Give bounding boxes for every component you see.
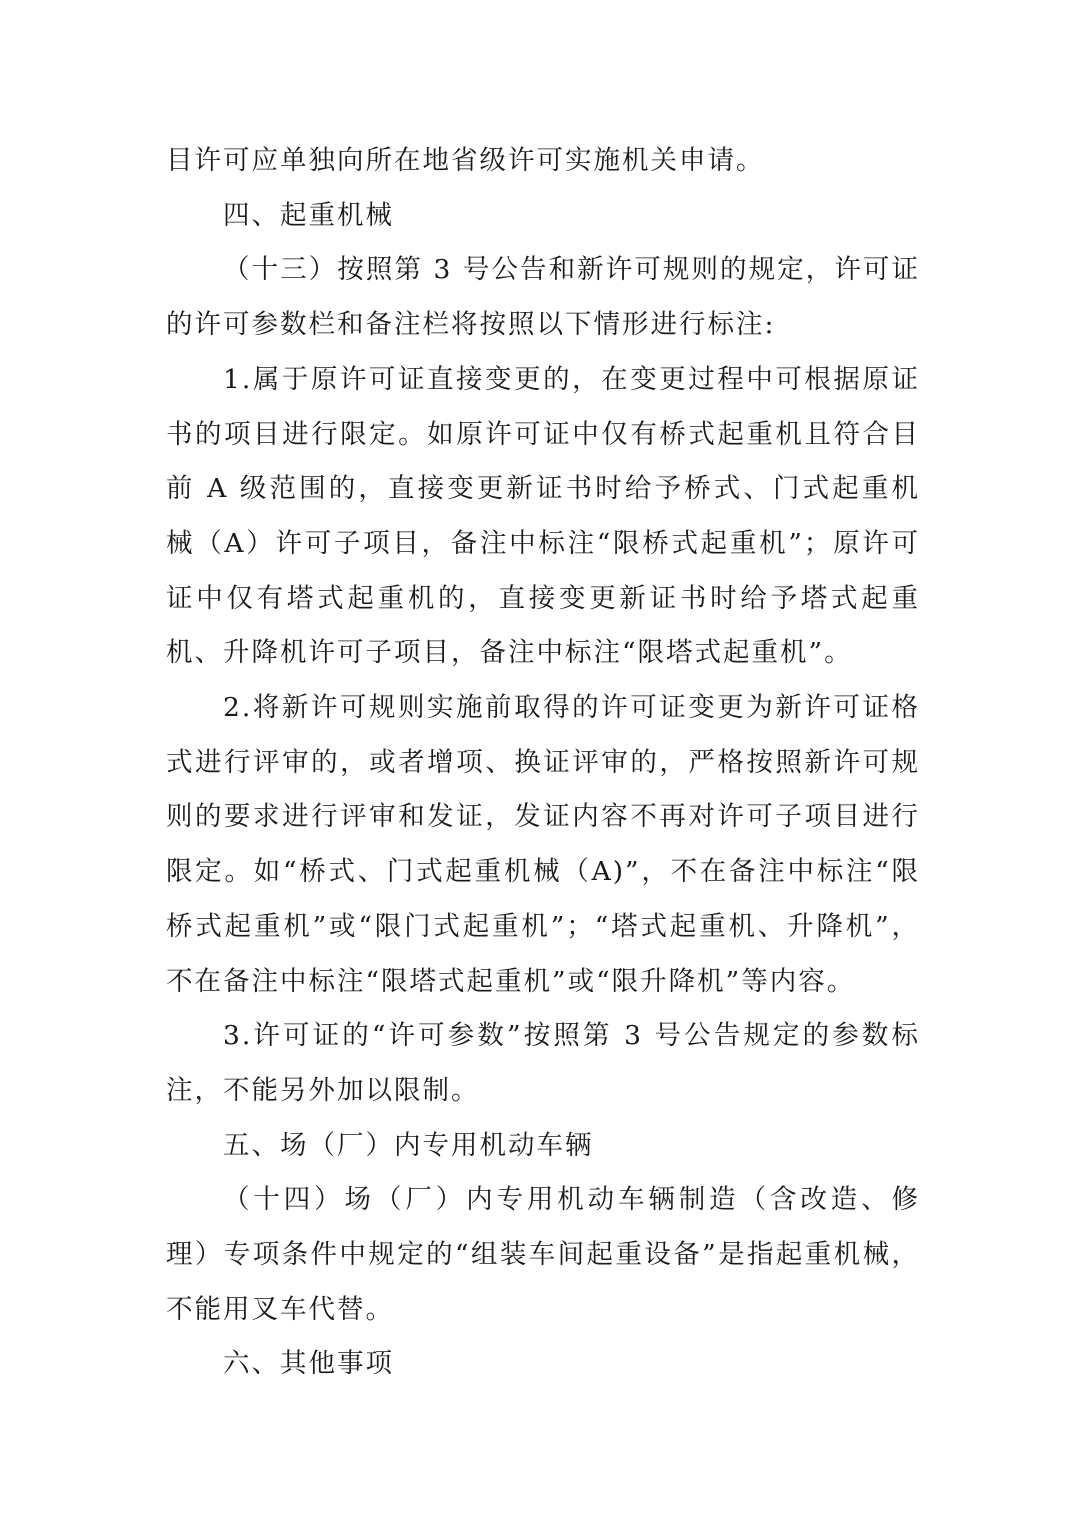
paragraph-item-13: （十三）按照第 3 号公告和新许可规则的规定，许可证的许可参数栏和备注栏将按照以下情形进行标注: [166,254,920,341]
paragraph-point-2: 2.将新许可规则实施前取得的许可证变更为新许可证格式进行评审的，或者增项、换证评审的，严格按照新许可规则的要求进行评审和发证，发证内容不再对许可子项目进行限定。如“桥式、门式起重机械（A)”，不在备注中标注“限桥式起重机”或“限门式起重机”；“塔式起重机、升降机”，不在备注中标注“限塔式起重机”或“限升降机”等内容。 [166,692,920,997]
paragraph-continuation: 目许可应单独向所在地省级许可实施机关申请。 [166,145,765,176]
section-heading-other: 六、其他事项 [223,1348,394,1380]
paragraph-point-1: 1.属于原许可证直接变更的，在变更过程中可根据原证书的项目进行限定。如原许可证中仅有桥式起重机且符合目前 A 级范围的，直接变更新证书时给予桥式、门式起重机械（A）许可子项目，备注中标注“限桥式起重机”；原许可证中仅有塔式起重机的，直接变更新证书时给予塔式起重机、升降机许可子项目，备注中标注“限塔式起重机”。 [166,363,920,669]
paragraph-item-14: （十四）场（厂）内专用机动车辆制造（含改造、修理）专项条件中规定的“组装车间起重设备”是指起重机械，不能用叉车代替。 [166,1184,920,1325]
document-body [166,134,920,1392]
section-heading-vehicles: 五、场（厂）内专用机动车辆 [223,1129,594,1161]
paragraph-point-3: 3.许可证的“许可参数”按照第 3 号公告规定的参数标注，不能另外加以限制。 [166,1020,920,1106]
section-heading-cranes: 四、起重机械 [223,199,394,231]
